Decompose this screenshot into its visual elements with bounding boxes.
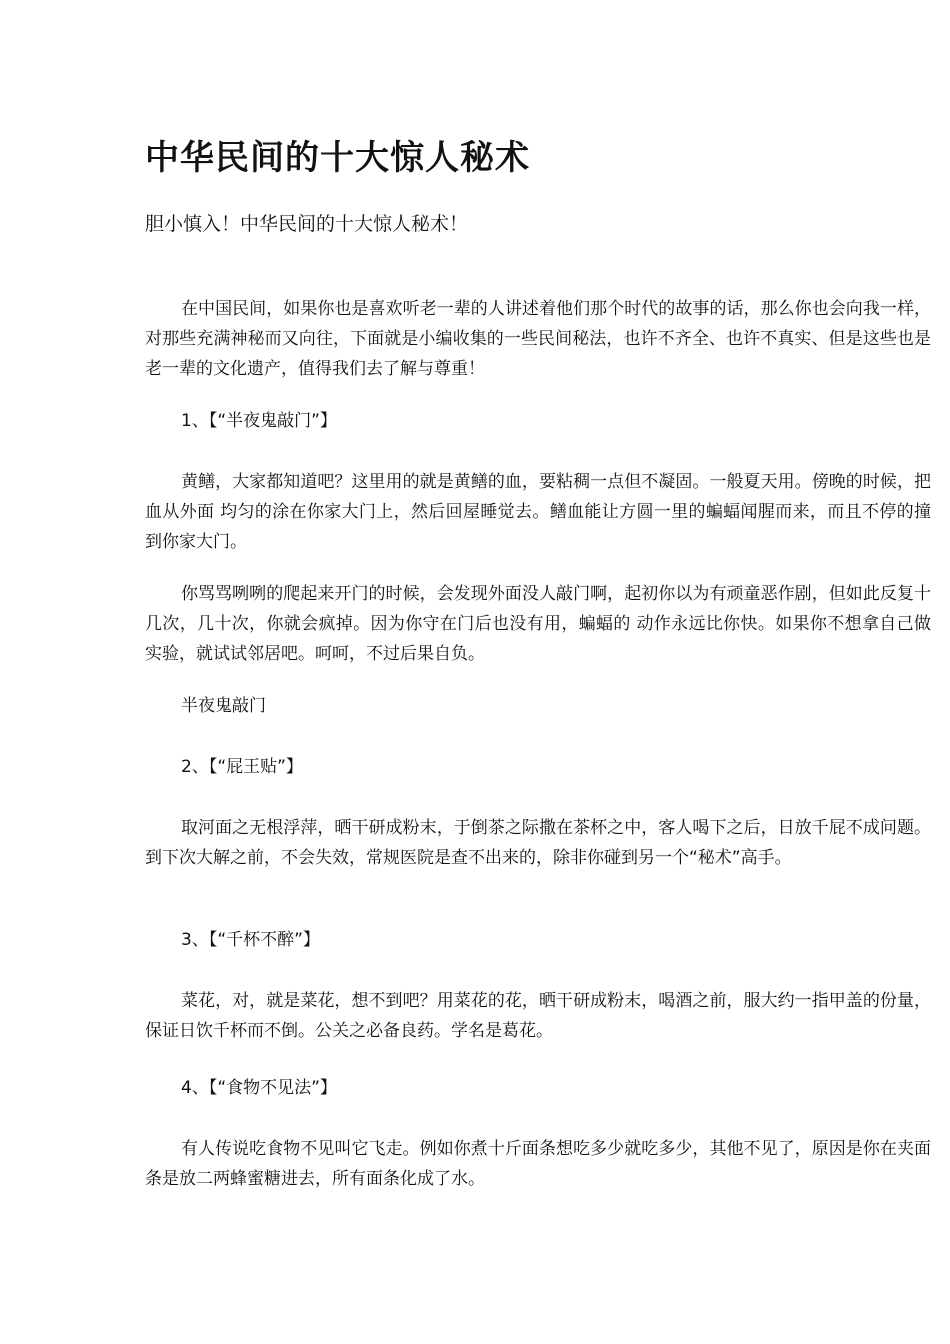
section-2-paragraph-1: 取河面之无根浮萍，晒干研成粉末，于倒茶之际撒在茶杯之中，客人喝下之后，日放千屁不成问题。到下次大解之前，不会失效，常规医院是查不出来的，除非你碰到另一个“秘术”高手。: [145, 818, 931, 868]
section-1-paragraph-2: 你骂骂咧咧的爬起来开门的时候，会发现外面没人敲门啊，起初你以为有顽童恶作剧，但如此反复十几次，几十次，你就会疯掉。因为你守在门后也没有用，蝙蝠的 动作永远比你快。如果你不想拿自己做实验，就试试邻居吧。呵呵，不过后果自负。: [145, 584, 931, 664]
page-subtitle: 胆小慎入！中华民间的十大惊人秘术！: [145, 213, 469, 235]
section-4-heading: 4、【“食物不见法”】: [181, 1078, 337, 1098]
section-1-paragraph-1: 黄鳝，大家都知道吧？这里用的就是黄鳝的血，要粘稠一点但不凝固。一般夏天用。傍晚的时候，把血从外面 均匀的涂在你家大门上，然后回屋睡觉去。鳝血能让方圆一里的蝙蝠闻腥而来，而且不停的撞到你家大门。: [145, 472, 931, 552]
section-2-heading: 2、【“屁王贴”】: [181, 757, 303, 777]
page-title: 中华民间的十大惊人秘术: [145, 138, 530, 178]
section-3-paragraph-1: 菜花，对，就是菜花，想不到吧？用菜花的花，晒干研成粉末，喝酒之前，服大约一指甲盖的份量，保证日饮千杯而不倒。公关之必备良药。学名是葛花。: [145, 991, 931, 1041]
section-1-caption: 半夜鬼敲门: [181, 696, 266, 716]
section-4-paragraph-1: 有人传说吃食物不见叫它飞走。例如你煮十斤面条想吃多少就吃多少，其他不见了，原因是你在夹面条是放二两蜂蜜糖进去，所有面条化成了水。: [145, 1139, 931, 1189]
section-1-heading: 1、【“半夜鬼敲门”】: [181, 411, 337, 431]
intro-paragraph: 在中国民间，如果你也是喜欢听老一辈的人讲述着他们那个时代的故事的话，那么你也会向我一样，对那些充满神秘而又向往，下面就是小编收集的一些民间秘法，也许不齐全、也许不真实、但是这些也是老一辈的文化遗产，值得我们去了解与尊重！: [145, 299, 931, 379]
section-3-heading: 3、【“千杯不醉”】: [181, 930, 320, 950]
